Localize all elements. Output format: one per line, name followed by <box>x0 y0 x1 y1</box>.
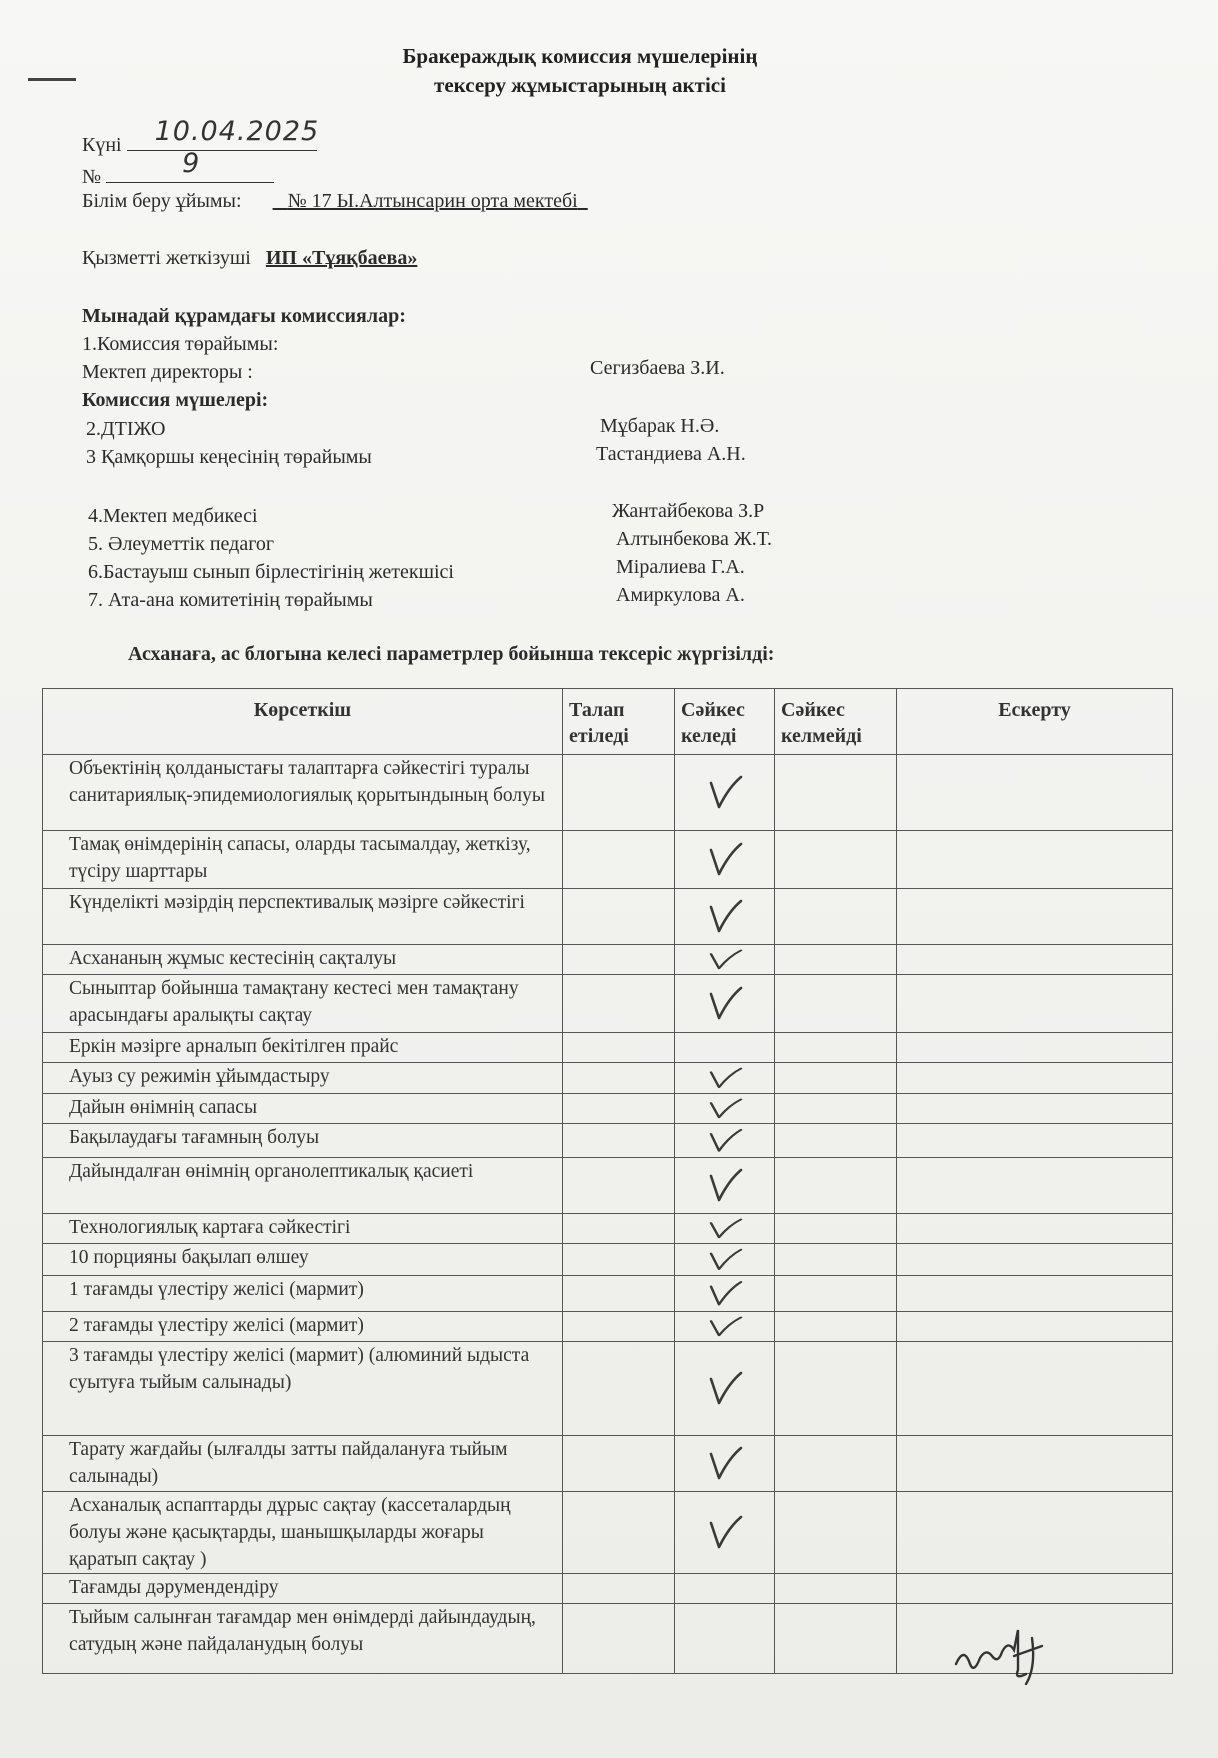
required-cell <box>563 1436 675 1492</box>
required-cell <box>563 1094 675 1124</box>
indicator-cell: 10 порцияны бақылап өлшеу <box>43 1244 563 1276</box>
complies-cell <box>675 1436 775 1492</box>
indicator-cell: Күнделікті мәзірдің перспективалық мәзірге сәйкестігі <box>43 889 563 945</box>
table-row <box>43 975 1173 1033</box>
complies-cell <box>675 755 775 831</box>
required-cell <box>563 945 675 975</box>
not-complies-cell <box>775 1214 897 1244</box>
table-row <box>43 889 1173 945</box>
note-cell <box>897 889 1173 945</box>
note-cell <box>897 1342 1173 1436</box>
table-row <box>43 755 1173 831</box>
table-row <box>43 1214 1173 1244</box>
member-name-4: Жантайбекова З.Р <box>612 500 765 522</box>
required-cell <box>563 755 675 831</box>
title-line-1: Бракераждық комиссия мүшелерінің <box>402 44 758 68</box>
supplier-line <box>82 247 417 270</box>
table-row <box>43 1244 1173 1276</box>
table-row <box>43 831 1173 889</box>
indicator-cell: Дайын өнімнің сапасы <box>43 1094 563 1124</box>
note-cell <box>897 1492 1173 1574</box>
complies-cell <box>675 1214 775 1244</box>
not-complies-cell <box>775 1342 897 1436</box>
note-cell <box>897 831 1173 889</box>
member-role-3: 3 Қамқоршы кеңесінің төрайымы <box>86 446 372 468</box>
checkmark-icon <box>705 984 745 1024</box>
header-not-complies: Сәйкес келмейді <box>775 689 897 755</box>
indicator-cell: 1 тағамды үлестіру желісі (мармит) <box>43 1276 563 1312</box>
commission-chair-line: 1.Комиссия төрайымы: <box>82 333 279 355</box>
note-cell <box>897 945 1173 975</box>
note-cell <box>897 1124 1173 1158</box>
checkmark-icon <box>705 948 745 972</box>
checkmark-icon <box>705 1513 745 1553</box>
complies-cell <box>675 1492 775 1574</box>
not-complies-cell <box>775 831 897 889</box>
table-row <box>43 1094 1173 1124</box>
commission-heading: Мынадай құрамдағы комиссиялар: <box>82 305 406 327</box>
required-cell <box>563 1124 675 1158</box>
complies-cell <box>675 945 775 975</box>
not-complies-cell <box>775 1033 897 1063</box>
note-cell <box>897 1063 1173 1094</box>
complies-cell <box>675 1342 775 1436</box>
required-cell <box>563 1214 675 1244</box>
table-header-row <box>43 689 1173 755</box>
indicator-cell: 2 тағамды үлестіру желісі (мармит) <box>43 1312 563 1342</box>
note-cell <box>897 1574 1173 1604</box>
complies-cell <box>675 1094 775 1124</box>
not-complies-cell <box>775 1492 897 1574</box>
member-name-5: Алтынбекова Ж.Т. <box>616 528 772 550</box>
required-cell <box>563 1063 675 1094</box>
number-label: № <box>82 166 102 188</box>
checkmark-icon <box>705 1127 745 1155</box>
checkmark-icon <box>705 1315 745 1339</box>
member-role-7: 7. Ата-ана комитетінің төрайымы <box>88 589 373 611</box>
not-complies-cell <box>775 1124 897 1158</box>
org-value: № 17 Ы.Алтынсарин орта мектебі <box>287 190 578 212</box>
indicator-cell: Тыйым салынған тағамдар мен өнімдерді дайындаудың, сатудың және пайдаланудың болуы <box>43 1604 563 1674</box>
required-cell <box>563 831 675 889</box>
not-complies-cell <box>775 1158 897 1214</box>
not-complies-cell <box>775 1094 897 1124</box>
complies-cell <box>675 1312 775 1342</box>
not-complies-cell <box>775 1276 897 1312</box>
checkmark-icon <box>705 1369 745 1409</box>
table-row <box>43 1574 1173 1604</box>
header-note: Ескерту <box>897 689 1173 755</box>
indicator-cell: Тамақ өнімдерінің сапасы, оларды тасымалдау, жеткізу, түсіру шарттары <box>43 831 563 889</box>
complies-cell <box>675 1063 775 1094</box>
not-complies-cell <box>775 1574 897 1604</box>
not-complies-cell <box>775 1604 897 1674</box>
complies-cell <box>675 1574 775 1604</box>
note-cell <box>897 1244 1173 1276</box>
note-cell <box>897 755 1173 831</box>
indicator-cell: Бақылаудағы тағамның болуы <box>43 1124 563 1158</box>
not-complies-cell <box>775 1063 897 1094</box>
indicator-cell: Тарату жағдайы (ылғалды затты пайдалануға тыйым салынады) <box>43 1436 563 1492</box>
note-cell <box>897 1436 1173 1492</box>
checkmark-icon <box>705 1444 745 1484</box>
member-role-5: 5. Әлеуметтік педагог <box>88 533 275 555</box>
checkmark-icon <box>705 1217 745 1241</box>
supplier-label: Қызметті жеткізуші <box>82 247 251 269</box>
note-cell <box>897 1033 1173 1063</box>
member-name-7: Амиркулова А. <box>616 584 745 606</box>
not-complies-cell <box>775 1312 897 1342</box>
indicator-cell: Асханалық аспаптарды дұрыс сақтау (кассеталардың болуы және қасықтарды, шанышқыларды жоғары қаратып сақтау ) <box>43 1492 563 1574</box>
required-cell <box>563 1312 675 1342</box>
checkmark-icon <box>705 773 745 813</box>
checkmark-icon <box>705 1166 745 1206</box>
document-title <box>0 42 1160 100</box>
note-cell <box>897 975 1173 1033</box>
title-line-2: тексеру жұмыстарының актісі <box>434 73 726 97</box>
complies-cell <box>675 1124 775 1158</box>
complies-cell <box>675 1604 775 1674</box>
member-role-2: 2.ДТІЖО <box>86 418 166 440</box>
required-cell <box>563 1158 675 1214</box>
indicator-cell: Сыныптар бойынша тамақтану кестесі мен тамақтану арасындағы аралықты сақтау <box>43 975 563 1033</box>
complies-cell <box>675 889 775 945</box>
number-line <box>82 148 274 189</box>
member-name-6: Міралиева Г.А. <box>616 556 745 578</box>
table-row <box>43 1276 1173 1312</box>
header-required: Талап етіледі <box>563 689 675 755</box>
required-cell <box>563 1574 675 1604</box>
note-cell <box>897 1214 1173 1244</box>
not-complies-cell <box>775 1436 897 1492</box>
complies-cell <box>675 1158 775 1214</box>
required-cell <box>563 1033 675 1063</box>
not-complies-cell <box>775 1244 897 1276</box>
complies-cell <box>675 1244 775 1276</box>
table-row <box>43 1436 1173 1492</box>
indicator-cell: 3 тағамды үлестіру желісі (мармит) (алюминий ыдыста суытуға тыйым салынады) <box>43 1342 563 1436</box>
required-cell <box>563 1276 675 1312</box>
indicator-cell: Дайындалған өнімнің органолептикалық қасиеті <box>43 1158 563 1214</box>
complies-cell <box>675 1276 775 1312</box>
not-complies-cell <box>775 945 897 975</box>
indicator-cell: Асхананың жұмыс кестесінің сақталуы <box>43 945 563 975</box>
inspection-heading: Асханаға, ас блогына келесі параметрлер бойынша тексеріс жүргізілді: <box>128 643 775 665</box>
note-cell <box>897 1158 1173 1214</box>
date-value: 10.04.2025 <box>154 116 320 147</box>
members-heading: Комиссия мүшелері: <box>82 389 269 411</box>
required-cell <box>563 1492 675 1574</box>
complies-cell <box>675 1033 775 1063</box>
not-complies-cell <box>775 889 897 945</box>
member-role-4: 4.Мектеп медбикесі <box>88 505 258 527</box>
org-line <box>82 190 588 213</box>
table-row <box>43 1124 1173 1158</box>
complies-cell <box>675 831 775 889</box>
note-cell <box>897 1276 1173 1312</box>
required-cell <box>563 975 675 1033</box>
org-label: Білім беру ұйымы: <box>82 190 242 212</box>
checkmark-icon <box>705 897 745 937</box>
table-row <box>43 1342 1173 1436</box>
inspection-table <box>42 688 1173 1674</box>
director-name: Сегизбаева З.И. <box>590 357 725 379</box>
indicator-cell: Еркін мәзірге арналып бекітілген прайс <box>43 1033 563 1063</box>
required-cell <box>563 889 675 945</box>
indicator-cell: Ауыз су режимін ұйымдастыру <box>43 1063 563 1094</box>
indicator-cell: Объектінің қолданыстағы талаптарға сәйкестігі туралы санитариялық-эпидемиологиялық қорытындының болуы <box>43 755 563 831</box>
note-cell <box>897 1094 1173 1124</box>
required-cell <box>563 1342 675 1436</box>
indicator-cell: Технологиялық картаға сәйкестігі <box>43 1214 563 1244</box>
note-cell <box>897 1312 1173 1342</box>
required-cell <box>563 1604 675 1674</box>
header-indicator: Көрсеткіш <box>43 689 563 755</box>
table-row <box>43 1158 1173 1214</box>
checkmark-icon <box>705 1066 745 1091</box>
complies-cell <box>675 975 775 1033</box>
not-complies-cell <box>775 755 897 831</box>
required-cell <box>563 1244 675 1276</box>
member-name-2: Мұбарак Н.Ә. <box>600 415 720 437</box>
table-row <box>43 1312 1173 1342</box>
checkmark-icon <box>705 1279 745 1309</box>
member-role-6: 6.Бастауыш сынып бірлестігінің жетекшісі <box>88 561 454 583</box>
number-value: 9 <box>182 148 201 179</box>
checkmark-icon <box>705 1097 745 1121</box>
supplier-value: ИП «Тұяқбаева» <box>265 247 418 269</box>
indicator-cell: Тағамды дәрумендендіру <box>43 1574 563 1604</box>
table-row <box>43 1492 1173 1574</box>
checkmark-icon <box>705 1247 745 1273</box>
member-name-3: Тастандиева А.Н. <box>596 443 746 465</box>
director-role: Мектеп директоры : <box>82 361 253 383</box>
not-complies-cell <box>775 975 897 1033</box>
table-row <box>43 1063 1173 1094</box>
table-row <box>43 1033 1173 1063</box>
checkmark-icon <box>705 840 745 880</box>
table-row <box>43 945 1173 975</box>
date-label: Күні <box>82 134 122 156</box>
signature-note <box>952 1628 1062 1688</box>
header-complies: Сәйкес келеді <box>675 689 775 755</box>
